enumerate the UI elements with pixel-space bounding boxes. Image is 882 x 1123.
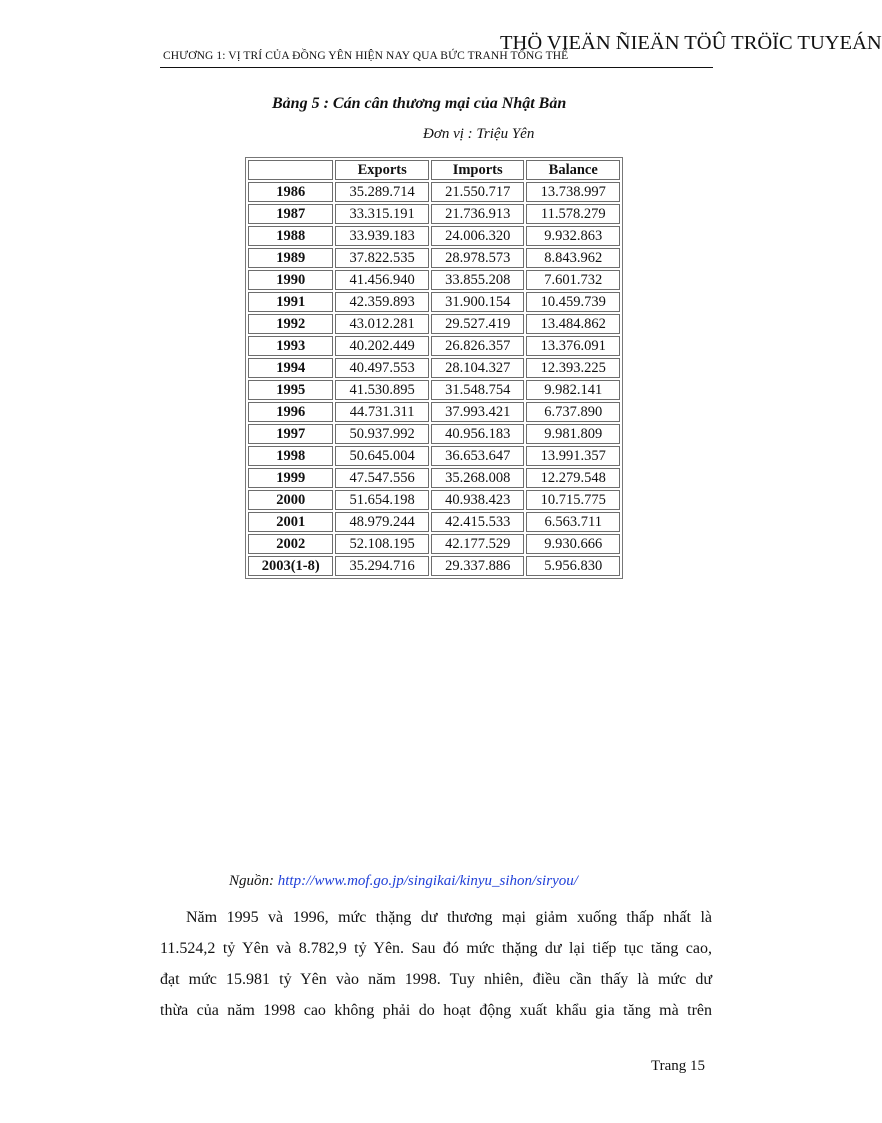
balance-cell: 8.843.962 [526,248,620,268]
exports-cell: 33.939.183 [335,226,429,246]
imports-cell: 42.177.529 [431,534,525,554]
imports-cell: 40.938.423 [431,490,525,510]
year-cell: 1990 [248,270,333,290]
imports-cell: 28.104.327 [431,358,525,378]
imports-cell: 40.956.183 [431,424,525,444]
paragraph-line: thừa của năm 1998 cao không phải do hoạt động xuất khẩu gia tăng mà trên [160,1002,712,1019]
balance-cell: 12.393.225 [526,358,620,378]
exports-cell: 40.202.449 [335,336,429,356]
table-row [248,424,620,444]
exports-cell: 37.822.535 [335,248,429,268]
exports-cell: 35.294.716 [335,556,429,576]
balance-cell: 12.279.548 [526,468,620,488]
table-row [248,270,620,290]
source-link[interactable]: http://www.mof.go.jp/singikai/kinyu_sihon/siryou/ [277,873,578,889]
balance-cell: 9.930.666 [526,534,620,554]
table-caption: Bảng 5 : Cán cân thương mại của Nhật Bản [272,95,567,112]
table-unit: Đơn vị : Triệu Yên [423,126,535,142]
exports-cell: 50.645.004 [335,446,429,466]
table-row [248,292,620,312]
table-row [248,490,620,510]
trade-balance-table [245,157,623,579]
balance-cell: 13.376.091 [526,336,620,356]
exports-cell: 48.979.244 [335,512,429,532]
imports-cell: 29.337.886 [431,556,525,576]
year-cell: 1986 [248,182,333,202]
table-row [248,204,620,224]
imports-cell: 42.415.533 [431,512,525,532]
imports-cell: 26.826.357 [431,336,525,356]
header-divider [160,67,713,68]
imports-cell: 37.993.421 [431,402,525,422]
imports-cell: 29.527.419 [431,314,525,334]
year-cell: 1998 [248,446,333,466]
imports-cell: 33.855.208 [431,270,525,290]
table-row [248,248,620,268]
balance-cell: 10.459.739 [526,292,620,312]
balance-cell: 9.932.863 [526,226,620,246]
imports-cell: 35.268.008 [431,468,525,488]
table-row [248,402,620,422]
exports-cell: 51.654.198 [335,490,429,510]
column-header-exports: Exports [335,160,429,180]
year-cell: 1988 [248,226,333,246]
paragraph-line: đạt mức 15.981 tỷ Yên vào năm 1998. Tuy nhiên, điều cần thấy là mức dư [160,971,712,988]
table-row [248,336,620,356]
year-cell: 2003(1-8) [248,556,333,576]
year-cell: 1995 [248,380,333,400]
imports-cell: 28.978.573 [431,248,525,268]
year-cell: 1993 [248,336,333,356]
year-cell: 2002 [248,534,333,554]
balance-cell: 6.563.711 [526,512,620,532]
balance-cell: 9.982.141 [526,380,620,400]
balance-cell: 13.738.997 [526,182,620,202]
year-cell: 1992 [248,314,333,334]
year-cell: 1996 [248,402,333,422]
table-row [248,446,620,466]
year-cell: 1991 [248,292,333,312]
balance-cell: 13.991.357 [526,446,620,466]
column-header-imports: Imports [431,160,525,180]
year-cell: 1994 [248,358,333,378]
exports-cell: 41.456.940 [335,270,429,290]
imports-cell: 24.006.320 [431,226,525,246]
balance-cell: 7.601.732 [526,270,620,290]
table-row [248,182,620,202]
year-cell: 1987 [248,204,333,224]
exports-cell: 44.731.311 [335,402,429,422]
year-cell: 1997 [248,424,333,444]
imports-cell: 31.900.154 [431,292,525,312]
paragraph-line: 11.524,2 tỷ Yên và 8.782,9 tỷ Yên. Sau đó mức thặng dư lại tiếp tục tăng cao, [160,940,712,957]
table-row [248,468,620,488]
balance-cell: 11.578.279 [526,204,620,224]
balance-cell: 6.737.890 [526,402,620,422]
body-paragraph [160,902,712,1026]
source-citation [229,873,578,890]
exports-cell: 43.012.281 [335,314,429,334]
imports-cell: 36.653.647 [431,446,525,466]
balance-cell: 5.956.830 [526,556,620,576]
year-cell: 2000 [248,490,333,510]
imports-cell: 31.548.754 [431,380,525,400]
imports-cell: 21.550.717 [431,182,525,202]
exports-cell: 47.547.556 [335,468,429,488]
table-row [248,380,620,400]
exports-cell: 35.289.714 [335,182,429,202]
table-row [248,534,620,554]
table-row [248,512,620,532]
imports-cell: 21.736.913 [431,204,525,224]
year-cell: 1989 [248,248,333,268]
exports-cell: 50.937.992 [335,424,429,444]
table-row [248,314,620,334]
table-row [248,226,620,246]
exports-cell: 41.530.895 [335,380,429,400]
exports-cell: 33.315.191 [335,204,429,224]
exports-cell: 42.359.893 [335,292,429,312]
page-number: Trang 15 [651,1058,706,1074]
column-header-balance: Balance [526,160,620,180]
balance-cell: 13.484.862 [526,314,620,334]
source-label: Nguồn: [229,873,278,889]
paragraph-line: Năm 1995 và 1996, mức thặng dư thương mại giảm xuống thấp nhất là [186,909,712,926]
year-cell: 2001 [248,512,333,532]
column-header-year [248,160,333,180]
balance-cell: 10.715.775 [526,490,620,510]
exports-cell: 52.108.195 [335,534,429,554]
exports-cell: 40.497.553 [335,358,429,378]
table-row [248,556,620,576]
year-cell: 1999 [248,468,333,488]
chapter-header: CHƯƠNG 1: VỊ TRÍ CỦA ĐỒNG YÊN HIỆN NAY QUA BỨC TRANH TỔNG THỂ [163,50,569,62]
table-row [248,358,620,378]
balance-cell: 9.981.809 [526,424,620,444]
library-brand-header: THÖ VIEÄN ÑIEÄN TÖÛ TRÖÏC TUYEÁN [500,32,882,54]
table-header-row [248,160,620,180]
